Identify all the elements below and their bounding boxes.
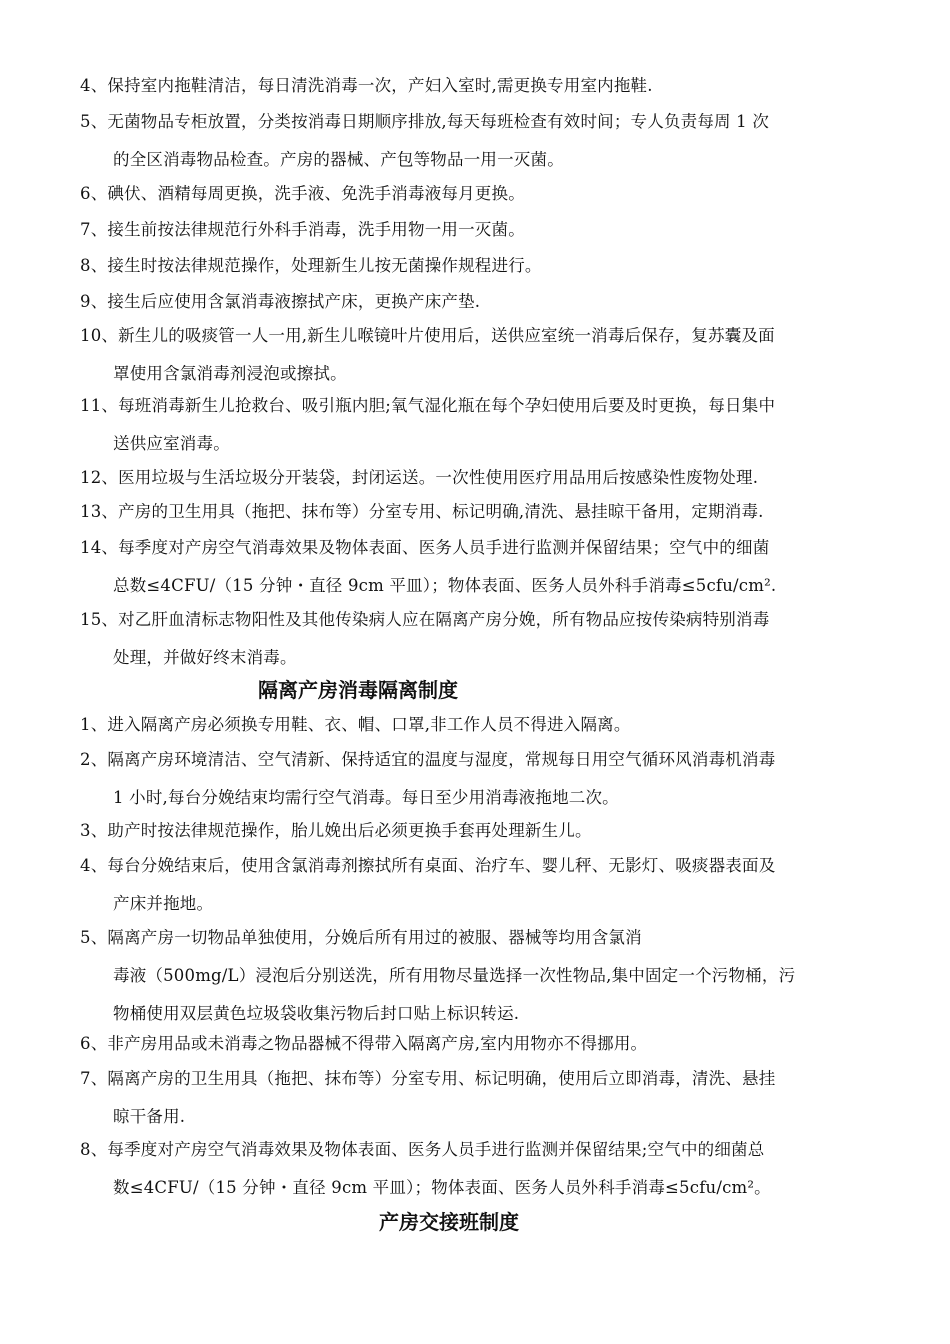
item-line: 的全区消毒物品检查。产房的器械、产包等物品一用一灭菌。 — [113, 150, 564, 169]
list-item — [80, 459, 880, 497]
list-item — [80, 493, 880, 531]
item-line: 14、每季度对产房空气消毒效果及物体表面、医务人员手进行监测并保留结果；空气中的细菌 — [80, 538, 770, 557]
item-line: 数≤4CFU/（15 分钟・直径 9cm 平皿）；物体表面、医务人员外科手消毒≤5cfu/cm²。 — [113, 1178, 771, 1197]
item-line: 13、产房的卫生用具（拖把、抹布等）分室专用、标记明确,清洗、悬挂晾干备用，定期消毒. — [80, 502, 764, 521]
item-line: 7、隔离产房的卫生用具（拖把、抹布等）分室专用、标记明确，使用后立即消毒，清洗、悬挂 — [80, 1069, 776, 1088]
item-line: 产床并拖地。 — [113, 894, 214, 913]
item-line: 9、接生后应使用含氯消毒液擦拭产床，更换产床产垫. — [80, 292, 481, 311]
item-line: 4、保持室内拖鞋清洁，每日清洗消毒一次，产妇入室时,需更换专用室内拖鞋. — [80, 76, 653, 95]
list-item — [80, 741, 880, 817]
item-line: 物桶使用双层黄色垃圾袋收集污物后封口贴上标识转运. — [113, 1004, 520, 1023]
item-line: 1 小时,每台分娩结束均需行空气消毒。每日至少用消毒液拖地二次。 — [113, 788, 619, 807]
item-line: 送供应室消毒。 — [113, 434, 230, 453]
item-line: 11、每班消毒新生儿抢救台、吸引瓶内胆;氧气湿化瓶在每个孕妇使用后要及时更换，每日集中 — [80, 396, 776, 415]
item-line: 8、每季度对产房空气消毒效果及物体表面、医务人员手进行监测并保留结果;空气中的细菌总 — [80, 1140, 765, 1159]
item-line: 7、接生前按法律规范行外科手消毒，洗手用物一用一灭菌。 — [80, 220, 525, 239]
list-item — [80, 247, 880, 285]
list-item — [80, 919, 880, 1033]
section-title: 产房交接班制度 — [379, 1210, 519, 1234]
item-line: 总数≤4CFU/（15 分钟・直径 9cm 平皿）；物体表面、医务人员外科手消毒≤5cfu/cm². — [113, 576, 777, 595]
list-item — [80, 1060, 880, 1136]
item-line: 12、医用垃圾与生活垃圾分开装袋，封闭运送。一次性使用医疗用品用后按感染性废物处理. — [80, 468, 759, 487]
list-item — [80, 317, 880, 393]
item-line: 晾干备用. — [113, 1107, 186, 1126]
list-item — [80, 1131, 880, 1207]
list-item — [80, 67, 880, 105]
item-line: 1、进入隔离产房必须换专用鞋、衣、帽、口罩,非工作人员不得进入隔离。 — [80, 715, 631, 734]
item-line: 2、隔离产房环境清洁、空气清新、保持适宜的温度与湿度，常规每日用空气循环风消毒机消毒 — [80, 750, 776, 769]
list-item — [80, 529, 880, 605]
item-line: 处理，并做好终末消毒。 — [113, 648, 297, 667]
item-line: 10、新生儿的吸痰管一人一用,新生儿喉镜叶片使用后，送供应室统一消毒后保存，复苏囊及面 — [80, 326, 775, 345]
section-title: 隔离产房消毒隔离制度 — [258, 678, 458, 702]
item-line: 6、非产房用品或未消毒之物品器械不得带入隔离产房,室内用物亦不得挪用。 — [80, 1034, 648, 1053]
list-item — [80, 103, 880, 179]
item-line: 15、对乙肝血清标志物阳性及其他传染病人应在隔离产房分娩，所有物品应按传染病特别消毒 — [80, 610, 770, 629]
list-item — [80, 847, 880, 923]
list-item — [80, 387, 880, 463]
item-line: 3、助产时按法律规范操作，胎儿娩出后必须更换手套再处理新生儿。 — [80, 821, 592, 840]
list-item — [80, 601, 880, 677]
list-item — [80, 706, 880, 744]
list-item — [80, 812, 880, 850]
list-item — [80, 175, 880, 213]
item-line: 5、无菌物品专柜放置，分类按消毒日期顺序排放,每天每班检查有效时间；专人负责每周 1 次 — [80, 112, 770, 131]
list-item — [80, 1025, 880, 1063]
list-item — [80, 211, 880, 249]
item-line: 8、接生时按法律规范操作，处理新生儿按无菌操作规程进行。 — [80, 256, 542, 275]
item-line: 5、隔离产房一切物品单独使用，分娩后所有用过的被服、器械等均用含氯消 — [80, 928, 642, 947]
item-line: 6、碘伏、酒精每周更换，洗手液、免洗手消毒液每月更换。 — [80, 184, 525, 203]
list-item — [80, 283, 880, 321]
item-line: 罩使用含氯消毒剂浸泡或擦拭。 — [113, 364, 347, 383]
item-line: 4、每台分娩结束后，使用含氯消毒剂擦拭所有桌面、治疗车、婴儿秤、无影灯、吸痰器表面及 — [80, 856, 776, 875]
item-line: 毒液（500mg/L）浸泡后分别送洗，所有用物尽量选择一次性物品,集中固定一个污物桶，污 — [113, 966, 796, 985]
